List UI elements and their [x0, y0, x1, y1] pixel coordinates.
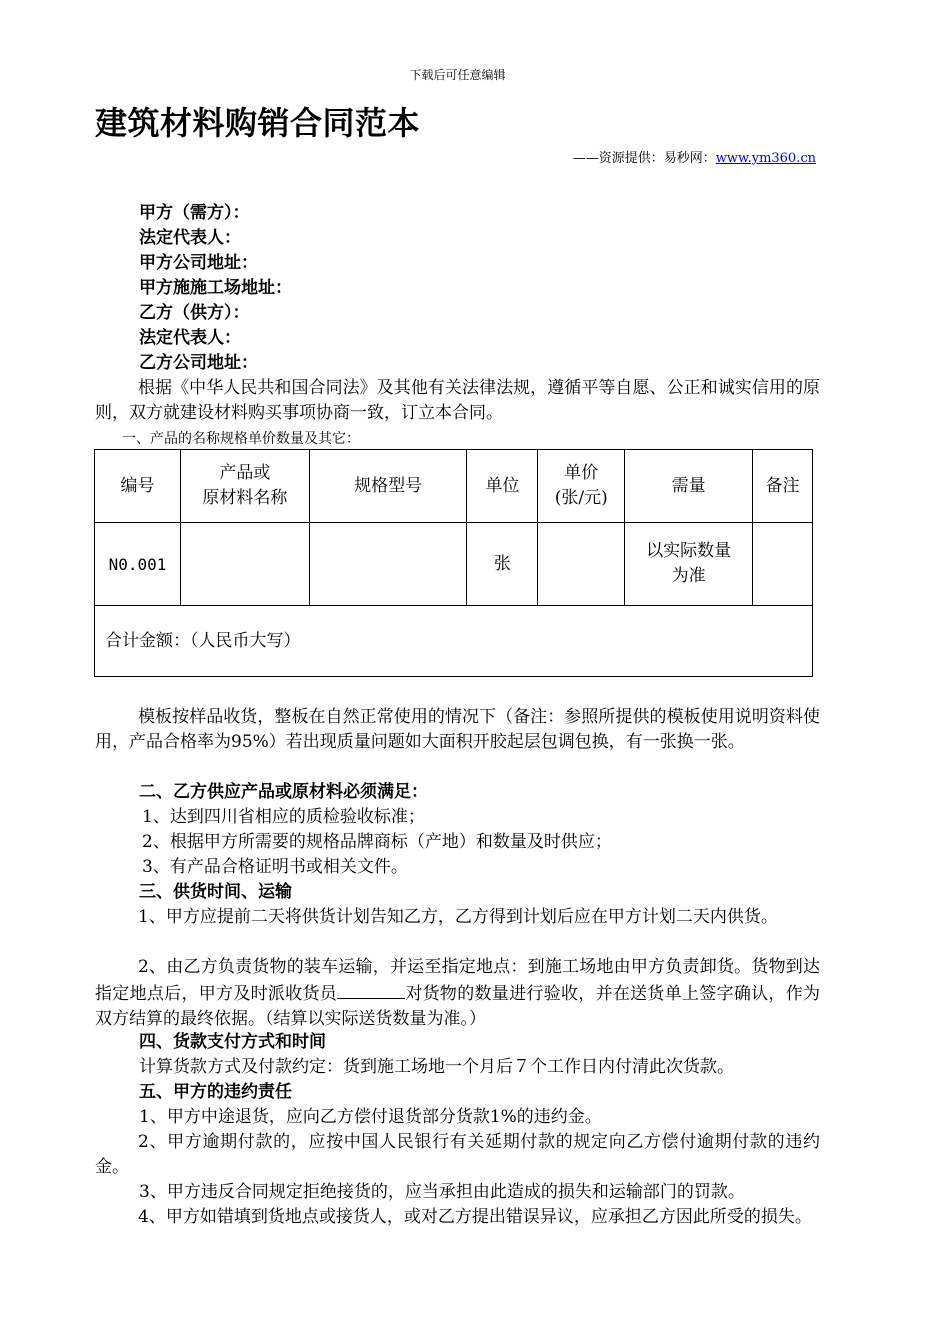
cell-spec [309, 523, 467, 606]
header-remarks: 备注 [753, 450, 813, 523]
product-table [94, 449, 813, 677]
header-note: 下载后可任意编辑 [409, 68, 506, 82]
party-b-representative: 法定代表人： [139, 328, 241, 348]
source-prefix: ——资源提供：易秒网： [572, 151, 716, 166]
party-b-address: 乙方公司地址： [139, 353, 258, 373]
cell-number: N0.001 [95, 523, 181, 606]
party-a-address: 甲方公司地址： [139, 253, 258, 273]
section3-paragraph-1: 1、甲方应提前二天将供货计划告知乙方，乙方得到计划后应在甲方计划二天内供货。 [138, 907, 778, 927]
party-a-representative: 法定代表人： [139, 228, 241, 248]
section3-paragraph-2: 2、由乙方负责货物的装车运输，并运至指定地点：到施工场地由甲方负责卸货。货物到达指定地点后，甲方及时派收货员 对货物的数量进行验收，并在送货单上签字确认，作为双方结算的最终依据。（结算以实际送货数量为准。） [95, 957, 821, 1029]
section5-paragraph-3: 3、甲方违反合同规定拒绝接货的，应当承担由此造成的损失和运输部门的罚款。 [139, 1182, 745, 1202]
document-title: 建筑材料购销合同范本 [95, 104, 421, 142]
header-quantity: 需量 [625, 450, 753, 523]
table-row [95, 523, 813, 606]
header-unit-price: 单价 (张/元) [538, 450, 625, 523]
table-total-row [95, 606, 813, 677]
section1-title: 一、产品的名称规格单价数量及其它： [122, 431, 360, 447]
section4-title: 四、货款支付方式和时间 [139, 1032, 326, 1052]
total-amount: 合计金额：（人民币大写） [95, 606, 813, 677]
party-a-label: 甲方（需方）： [139, 203, 250, 223]
table-header-row [95, 450, 813, 523]
section4-paragraph: 计算货款方式及付款约定：货到施工场地一个月后７个工作日内付清此次货款。 [139, 1057, 734, 1077]
party-b-label: 乙方（供方）： [139, 303, 250, 323]
quality-note: 模板按样品收货，整板在自然正常使用的情况下（备注：参照所提供的模板使用说明资料使用，产品合格率为95%）若出现质量问题如大面积开胶起层包调包换，有一张换一张。 [95, 707, 820, 752]
section2-item-1: 1、达到四川省相应的质检验收标准； [142, 807, 425, 827]
cell-remarks [753, 523, 813, 606]
header-unit: 单位 [467, 450, 538, 523]
section2-item-2: 2、根据甲方所需要的规格品牌商标（产地）和数量及时供应； [142, 832, 612, 852]
cell-unit: 张 [467, 523, 538, 606]
section5-paragraph-4: 4、甲方如错填到货地点或接货人，或对乙方提出错误异议，应承担乙方因此所受的损失。 [138, 1207, 812, 1227]
section5-paragraph-1: 1、甲方中途退货，应向乙方偿付退货部分货款1%的违约金。 [139, 1107, 602, 1127]
header-product-name: 产品或 原材料名称 [180, 450, 309, 523]
section3-title: 三、供货时间、运输 [139, 882, 292, 902]
source-link[interactable]: www.ym360.cn [715, 151, 816, 166]
receiver-blank [337, 980, 405, 999]
header-number: 编号 [95, 450, 181, 523]
section2-item-3: 3、有产品合格证明书或相关文件。 [142, 857, 408, 877]
section5-title: 五、甲方的违约责任 [139, 1082, 292, 1102]
party-a-site-address: 甲方施施工场地址： [139, 278, 292, 298]
section5-paragraph-2: 2、甲方逾期付款的，应按中国人民银行有关延期付款的规定向乙方偿付逾期付款的违约金。 [95, 1132, 820, 1177]
cell-product-name [180, 523, 309, 606]
section2-title: 二、乙方供应产品或原材料必须满足： [139, 782, 428, 802]
cell-unit-price [538, 523, 625, 606]
cell-quantity: 以实际数量 为准 [625, 523, 753, 606]
source-line [573, 147, 816, 166]
header-spec: 规格型号 [309, 450, 467, 523]
intro-paragraph: 根据《中华人民共和国合同法》及其他有关法律法规，遵循平等自愿、公正和诚实信用的原则，双方就建设材料购买事项协商一致，订立本合同。 [95, 378, 820, 423]
